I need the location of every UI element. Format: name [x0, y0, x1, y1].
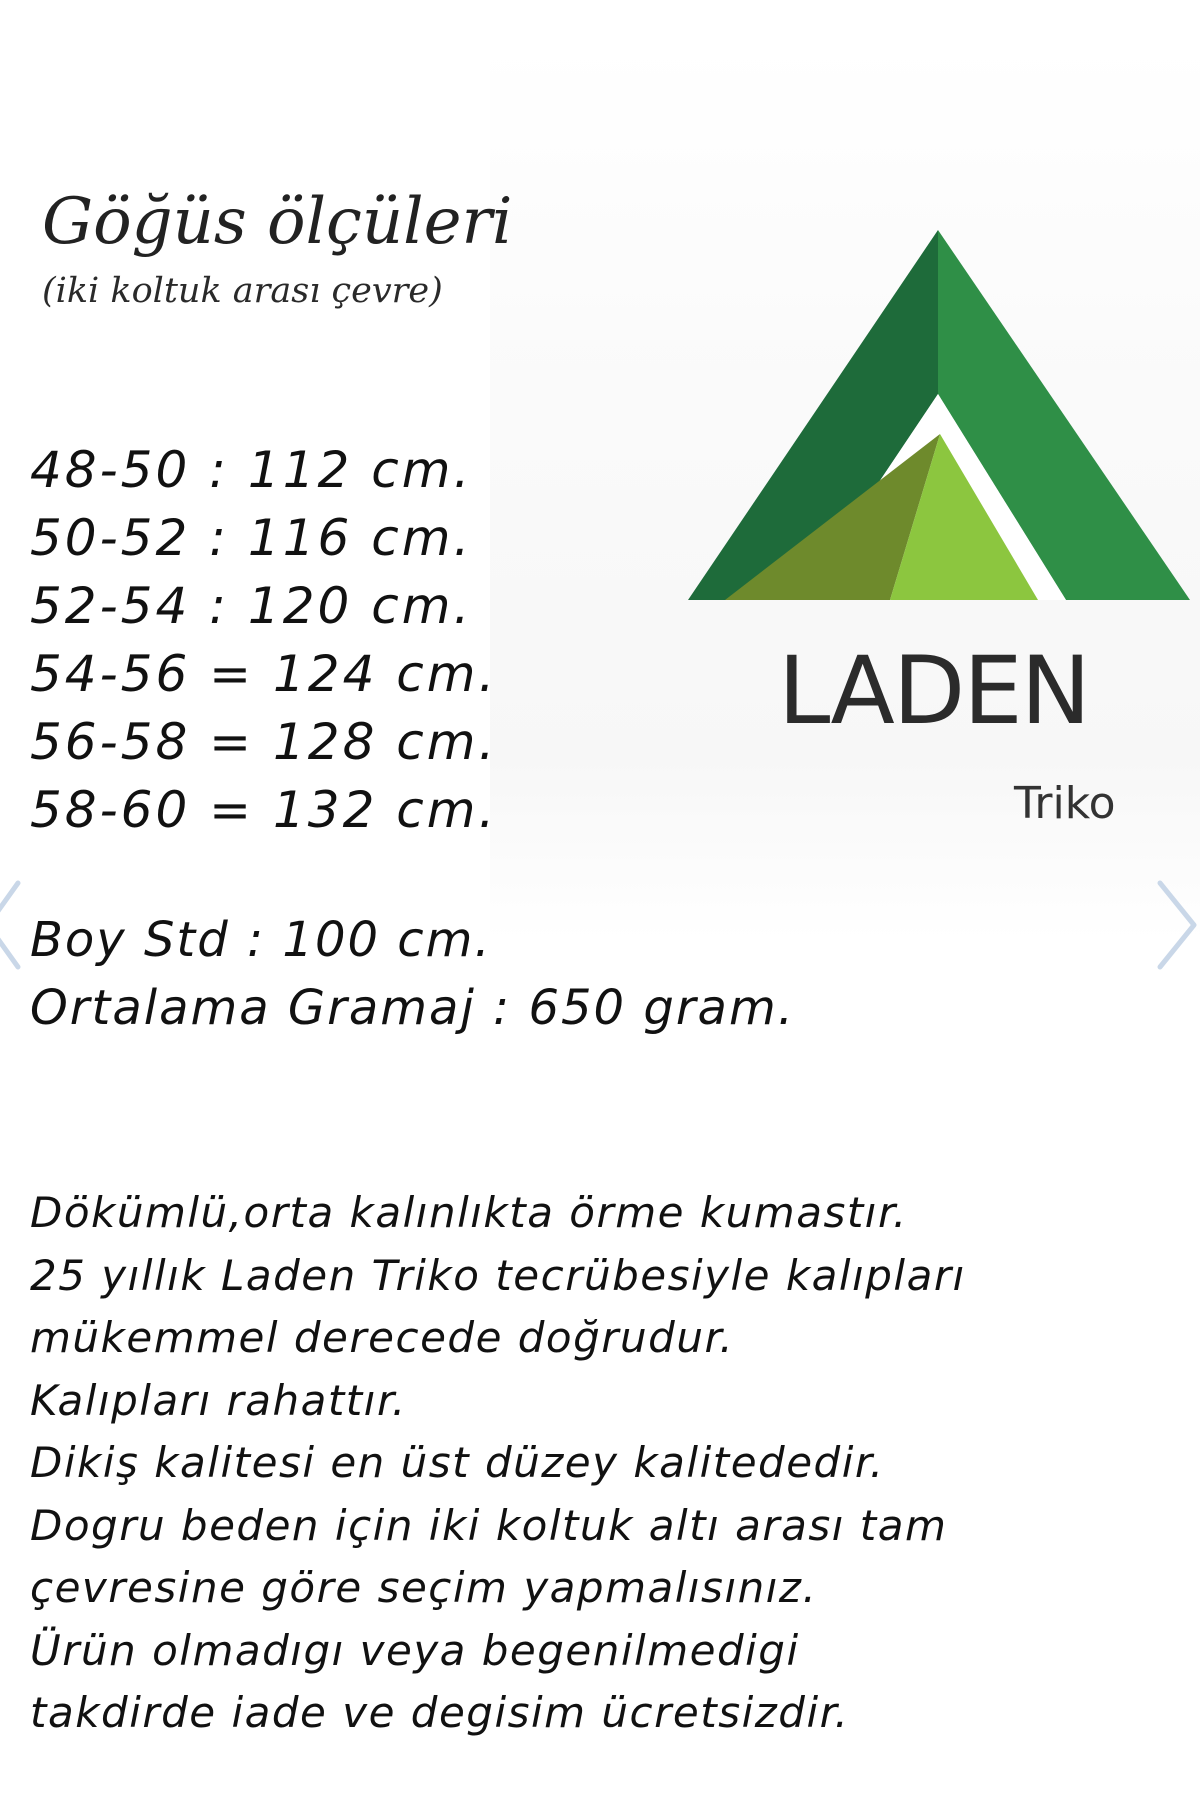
description-line: 25 yıllık Laden Triko tecrübesiyle kalıpları: [30, 1250, 966, 1300]
size-row: 50-52 : 116 cm.: [30, 509, 473, 567]
brand-subtitle: Triko: [1014, 778, 1116, 829]
size-row: 54-56 = 124 cm.: [30, 645, 498, 703]
description-line: Kalıpları rahattır.: [30, 1375, 407, 1425]
size-row: 58-60 = 132 cm.: [30, 781, 498, 839]
weight-spec: Ortalama Gramaj : 650 gram.: [30, 980, 795, 1036]
page-title: Göğüs ölçüleri: [42, 185, 513, 259]
brand-name: LADEN: [778, 637, 1089, 746]
description-line: Dikiş kalitesi en üst düzey kalitededir.: [30, 1438, 885, 1487]
description-line: takdirde iade ve degisim ücretsizdir.: [30, 1688, 850, 1737]
description-line: mükemmel derecede doğrudur.: [30, 1313, 735, 1362]
description-line: Dogru beden için iki koltuk altı arası tam: [30, 1500, 948, 1550]
length-spec: Boy Std : 100 cm.: [30, 912, 492, 968]
description-line: çevresine göre seçim yapmalısınız.: [30, 1563, 818, 1612]
size-row: 56-58 = 128 cm.: [30, 713, 498, 771]
description-line: Ürün olmadıgı veya begenilmedigi: [30, 1625, 800, 1675]
product-description: [30, 1182, 966, 1745]
size-row: 48-50 : 112 cm.: [30, 441, 473, 499]
size-chart: [30, 436, 497, 844]
product-specs: [30, 906, 795, 1042]
size-row: 52-54 : 120 cm.: [30, 577, 473, 635]
description-line: Dökümlü,orta kalınlıkta örme kumastır.: [30, 1188, 908, 1237]
page-subtitle: (iki koltuk arası çevre): [42, 271, 443, 311]
chevron-left-icon[interactable]: [0, 875, 30, 975]
green-triangle-logo-icon: [680, 222, 1200, 612]
chevron-right-icon[interactable]: [1152, 875, 1200, 975]
